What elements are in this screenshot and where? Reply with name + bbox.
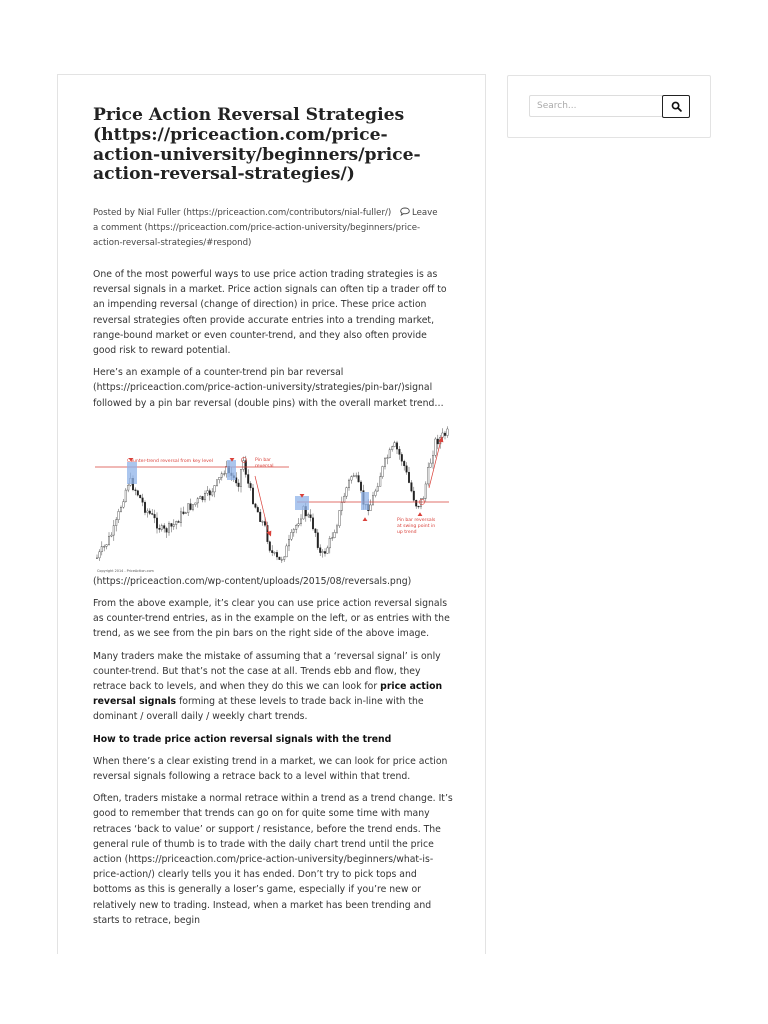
- candle-body: [111, 535, 113, 536]
- candle-body: [96, 558, 98, 559]
- candle-body: [394, 443, 396, 447]
- swing-label-3: up trend: [397, 529, 417, 535]
- candle-body: [250, 483, 252, 487]
- article-body: [93, 267, 453, 935]
- example-text-start: Here’s an example of a counter-trend pin bar reversal: [93, 367, 344, 379]
- candle-body: [103, 546, 105, 547]
- candle-body: [197, 499, 199, 503]
- swing-label: Pin bar reversals: [397, 517, 436, 523]
- candle-body: [283, 557, 285, 560]
- candle-body: [195, 503, 197, 505]
- leave-comment-link[interactable]: Leave a comment (https://priceaction.com/price-action-university/beginners/price-action-reversal-strategies/#respond): [93, 208, 438, 248]
- candle-body: [288, 539, 290, 546]
- candle-body: [425, 484, 427, 498]
- comment-icon: [400, 207, 410, 216]
- sidebar-search-widget: [507, 75, 711, 138]
- mistake-text-start: Many traders make the mistake of assuming that a ‘reversal signal’ is only counter-trend. But that’s not the case at all. Trends ebb and flow, they retrace back to levels, and when they do this we can look for: [93, 650, 441, 693]
- explanation-paragraph: From the above example, it’s clear you can use price action reversal signals as counter-trend entries, as in the example on the left, or as entries with the trend, as we see from the pin bars on the right side of the above image.: [93, 598, 450, 640]
- candle-body: [432, 455, 434, 463]
- candle-body: [322, 551, 324, 552]
- candle-body: [379, 477, 381, 487]
- intro-paragraph: One of the most powerful ways to use price action trading strategies is as reversal signals in a market. Price action signals can often tip a trader off to an impending reversal (change of direction) in price. These price action reversal strategies often provide accurate entries into a trending market, range-bound market or even counter-trend, and they also often provide good risk to reward potential.: [93, 269, 447, 357]
- bold-phrase: price action reversal signals: [93, 681, 443, 708]
- candle-body: [351, 477, 353, 480]
- candle-body: [300, 519, 302, 524]
- post-meta: [93, 206, 445, 251]
- example-paragraph: [93, 365, 453, 411]
- reversal-chart-image[interactable]: [93, 418, 451, 574]
- candle-body: [151, 513, 153, 514]
- candle-body: [389, 450, 391, 458]
- candle-body: [214, 485, 216, 491]
- candle-body: [346, 487, 348, 496]
- candle-body: [252, 488, 254, 504]
- candle-body: [163, 525, 165, 528]
- candle-body: [159, 528, 161, 529]
- candle-body: [144, 502, 146, 512]
- up-arrow: [363, 517, 368, 521]
- candle-body: [353, 476, 355, 477]
- candle-body: [173, 524, 175, 526]
- candle-body: [276, 552, 278, 557]
- candle-body: [178, 521, 180, 522]
- candle-body: [310, 515, 312, 518]
- candle-body: [343, 496, 345, 502]
- candle-body: [192, 504, 194, 509]
- candle-body: [401, 454, 403, 461]
- candle-body: [427, 467, 429, 484]
- candle-body: [219, 477, 221, 480]
- candle-body: [139, 495, 141, 498]
- candle-body: [377, 486, 379, 491]
- candle-body: [274, 552, 276, 553]
- candle-body: [101, 546, 103, 551]
- highlight-zone: [361, 492, 369, 510]
- candle-body: [269, 542, 271, 551]
- candle-body: [324, 551, 326, 553]
- candle-body: [113, 525, 115, 534]
- candle-body: [293, 529, 295, 532]
- candle-body: [127, 485, 129, 490]
- candle-body: [339, 510, 341, 525]
- candle-body: [125, 490, 127, 502]
- candle-body: [137, 490, 139, 494]
- chart-copyright: Copyright 2014 - PriceAction.com: [97, 568, 154, 573]
- highlight-zone: [227, 460, 236, 480]
- candle-body: [204, 493, 206, 500]
- candle-body: [327, 548, 329, 554]
- candle-body: [180, 512, 182, 523]
- mistake-text-end: forming at these levels to trade back in-line with the dominant / overall daily / weekly chart trends.: [93, 696, 424, 723]
- candle-body: [279, 557, 281, 560]
- rule-text-end: clearly tells you it has ended. Don’t try to pick tops and bottoms as this is generally a loser’s game, especially if you’re new or relatively new to trading. Instead, when a market has been trending and starts to retrace, begin: [93, 869, 432, 926]
- magnifier-icon: [671, 101, 682, 112]
- candle-body: [408, 472, 410, 482]
- candle-body: [243, 460, 245, 469]
- candle-body: [315, 529, 317, 533]
- candle-body: [238, 483, 240, 487]
- candle-body: [187, 504, 189, 513]
- author-link[interactable]: Nial Fuller (https://priceaction.com/contributors/nial-fuller/): [137, 208, 392, 218]
- candle-body: [447, 429, 449, 436]
- price-action-link[interactable]: action (https://priceaction.com/price-action-university/beginners/what-is-price-action/): [93, 854, 434, 881]
- candle-body: [240, 469, 242, 486]
- candle-body: [375, 491, 377, 496]
- candle-body: [161, 525, 163, 529]
- candle-body: [271, 550, 273, 552]
- swing-label-2: at swing point in: [397, 523, 436, 529]
- candle-body: [341, 502, 343, 510]
- candle-body: [406, 466, 408, 472]
- candle-body: [444, 433, 446, 436]
- pin-bar-label: Pin bar: [255, 457, 271, 463]
- candle-body: [317, 533, 319, 548]
- image-link[interactable]: (https://priceaction.com/wp-content/uploads/2015/08/reversals.png): [93, 575, 412, 587]
- candle-body: [135, 490, 137, 491]
- candle-body: [298, 524, 300, 525]
- candle-body: [183, 512, 185, 514]
- candlesticks: [96, 426, 448, 563]
- candle-body: [411, 482, 413, 490]
- highlight-zone: [295, 496, 309, 510]
- candle-body: [286, 546, 288, 557]
- candle-body: [348, 480, 350, 488]
- rule-text-start: Often, traders mistake a normal retrace within a trend as a trend change. It’s good to remember that trends can go on for quite some time with many retraces ‘back to value’ or support / resistance, before the trend ends. The general rule of thumb is to trade with the daily chart trend until the price: [93, 793, 453, 850]
- candle-body: [312, 518, 314, 529]
- candle-body: [391, 446, 393, 449]
- candle-body: [190, 504, 192, 510]
- candle-body: [307, 515, 309, 516]
- candle-body: [430, 463, 432, 467]
- candle-body: [99, 552, 101, 558]
- candle-body: [154, 514, 156, 518]
- candle-body: [382, 466, 384, 476]
- candle-body: [334, 532, 336, 537]
- candle-body: [171, 523, 173, 526]
- candle-body: [207, 490, 209, 493]
- image-link-paragraph: [93, 574, 453, 589]
- article-card: [57, 74, 486, 954]
- candle-body: [295, 525, 297, 529]
- candle-body: [106, 545, 108, 547]
- candle-body: [168, 523, 170, 532]
- candle-body: [319, 548, 321, 553]
- mistake-paragraph: [93, 649, 453, 725]
- candle-body: [358, 475, 360, 481]
- candle-body: [387, 458, 389, 459]
- search-input[interactable]: [529, 95, 663, 117]
- candle-body: [149, 511, 151, 514]
- candle-body: [336, 526, 338, 532]
- candle-body: [372, 495, 374, 504]
- candle-body: [202, 496, 204, 499]
- candle-body: [211, 492, 213, 495]
- candle-body: [257, 507, 259, 512]
- candle-body: [221, 474, 223, 477]
- candle-body: [120, 507, 122, 511]
- pin-bar-label-2: reversal: [255, 463, 274, 469]
- candle-body: [396, 443, 398, 449]
- candle-body: [291, 532, 293, 539]
- article-title[interactable]: Price Action Reversal Strategies (https://priceaction.com/price-action-university/beginners/price-action-reversal-strategies/): [93, 105, 421, 185]
- candle-body: [199, 496, 201, 498]
- candle-body: [255, 504, 257, 507]
- candle-body: [415, 500, 417, 506]
- candle-body: [216, 480, 218, 486]
- candle-body: [355, 475, 357, 476]
- candle-body: [413, 491, 415, 500]
- trend-arrow: [255, 476, 269, 534]
- candle-body: [185, 513, 187, 514]
- candle-body: [175, 521, 177, 524]
- candle-body: [166, 528, 168, 532]
- candle-body: [399, 449, 401, 454]
- candle-body: [370, 505, 372, 511]
- candle-body: [147, 511, 149, 513]
- candle-body: [262, 521, 264, 522]
- rule-paragraph: [93, 791, 453, 928]
- candle-body: [360, 482, 362, 491]
- candle-body: [115, 520, 117, 526]
- candle-body: [108, 536, 110, 545]
- section-heading: How to trade price action reversal signals with the trend: [93, 733, 392, 745]
- candle-body: [142, 498, 144, 502]
- pin-bar-link[interactable]: (https://priceaction.com/price-action-university/strategies/pin-bar/): [93, 382, 405, 394]
- candle-body: [418, 506, 420, 507]
- example-text-end: signal followed by a pin bar reversal (double pins) with the overall market trend…: [93, 382, 444, 409]
- candle-body: [331, 538, 333, 539]
- candle-body: [264, 521, 266, 525]
- candle-body: [437, 439, 439, 444]
- candle-body: [423, 498, 425, 499]
- highlight-zone: [127, 462, 137, 484]
- candle-body: [123, 501, 125, 507]
- candle-body: [245, 460, 247, 474]
- search-button[interactable]: [662, 95, 690, 118]
- candle-body: [281, 559, 283, 560]
- candle-body: [209, 490, 211, 494]
- candle-body: [384, 458, 386, 466]
- candle-body: [118, 511, 120, 519]
- posted-by-label: Posted by: [93, 208, 135, 218]
- up-arrow: [418, 512, 423, 516]
- counter-trend-label: Counter-trend reversal from key level: [127, 458, 213, 464]
- chart-annotations: [95, 436, 449, 537]
- candle-body: [156, 518, 158, 528]
- candle-body: [259, 512, 261, 522]
- candle-body: [329, 538, 331, 548]
- candle-body: [435, 439, 437, 455]
- trend-paragraph: When there’s a clear existing trend in a market, we can look for price action reversal signals following a retrace back to a level within that trend.: [93, 755, 448, 783]
- candle-body: [247, 474, 249, 483]
- candle-body: [403, 461, 405, 466]
- candle-body: [223, 473, 225, 474]
